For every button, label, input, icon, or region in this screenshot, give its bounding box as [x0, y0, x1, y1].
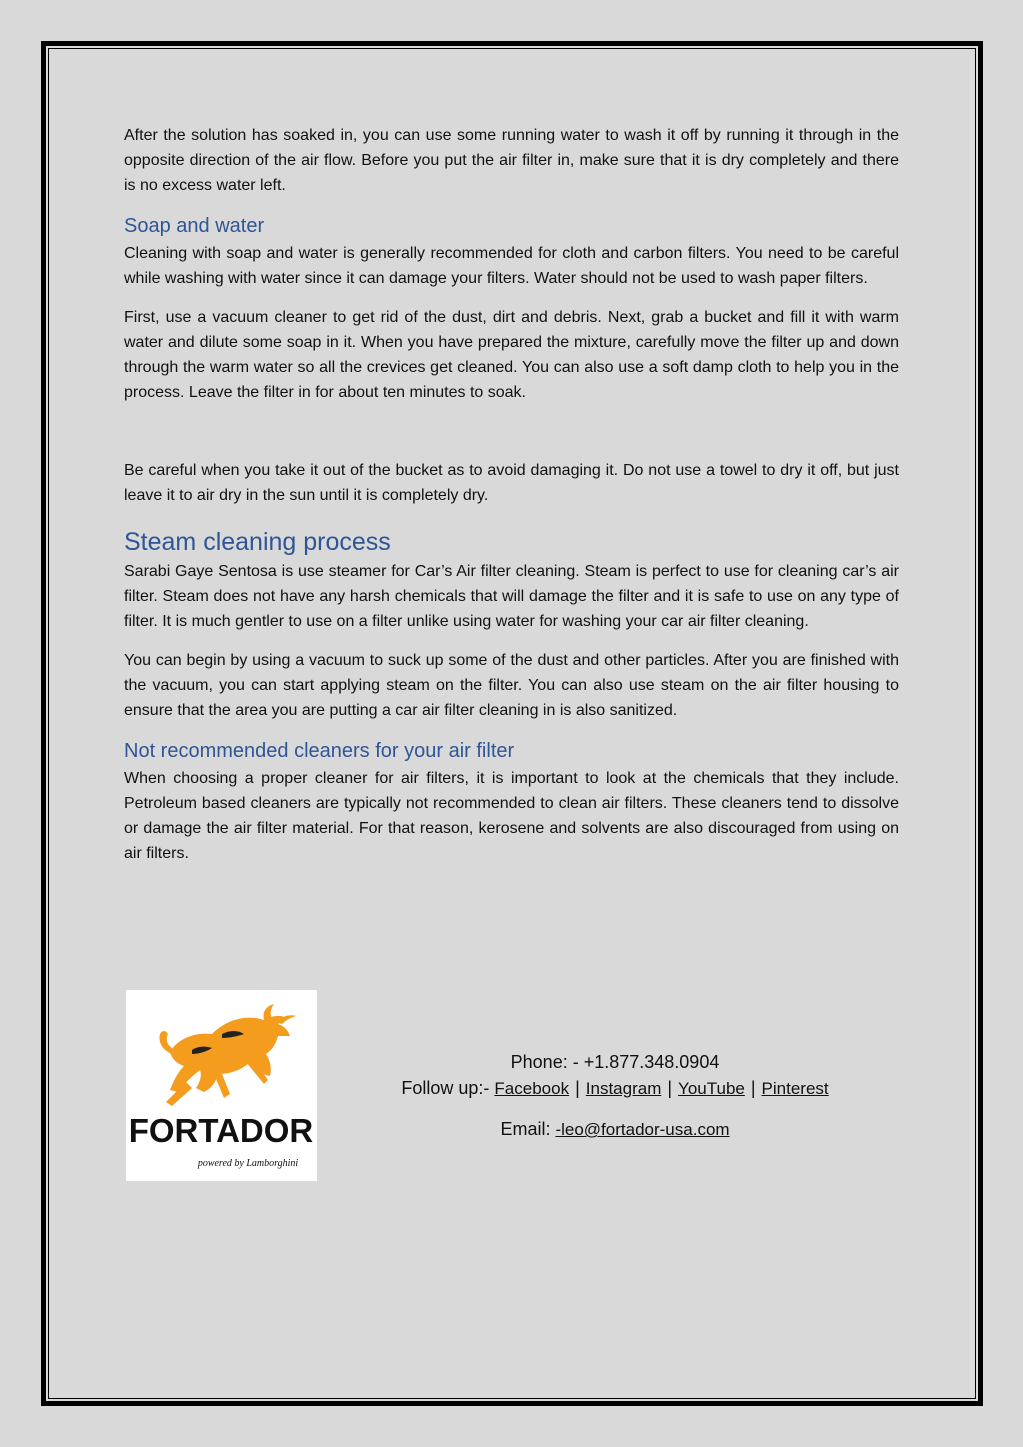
instagram-link[interactable]: Instagram: [585, 1079, 662, 1098]
document-body: [124, 123, 899, 866]
steam-cleaning-heading: Steam cleaning process: [124, 528, 391, 556]
contact-info: [330, 1049, 900, 1143]
soap-paragraph-1: Cleaning with soap and water is generally recommended for cloth and carbon filters. You need to be careful while washing with water since it can damage your filters. Water should not be used to wash paper filters.: [124, 245, 899, 287]
logo-brand-text: FORTADOR: [128, 1112, 314, 1149]
email-label: Email:: [500, 1119, 556, 1139]
email-link[interactable]: -leo@fortador-usa.com: [555, 1120, 730, 1139]
soap-and-water-heading: Soap and water: [124, 215, 265, 237]
pinterest-link[interactable]: Pinterest: [761, 1079, 829, 1098]
follow-row: [330, 1075, 900, 1102]
steam-paragraph-2: You can begin by using a vacuum to suck up some of the dust and other particles. After you are finished with the vacuum, you can start applying steam on the filter. You can also use steam on the air filter housing to ensure that the area you are putting a car air filter cleaning in is also sanitized.: [124, 652, 899, 719]
link-separator: |: [575, 1078, 580, 1098]
soap-paragraph-3: Be careful when you take it out of the bucket as to avoid damaging it. Do not use a towel to dry it off, but just leave it to air dry in the sun until it is completely dry.: [124, 462, 899, 504]
youtube-link[interactable]: YouTube: [678, 1079, 745, 1098]
charging-bull-icon: [126, 990, 317, 1181]
steam-paragraph-1: Sarabi Gaye Sentosa is use steamer for Car’s Air filter cleaning. Steam is perfect to use for cleaning car’s air filter. Steam does not have any harsh chemicals that will damage the filter and it is safe to use on any type of filter. It is much gentler to use on a filter unlike using water for washing your car air filter cleaning.: [124, 563, 899, 630]
facebook-link[interactable]: Facebook: [494, 1079, 570, 1098]
link-separator: |: [750, 1078, 756, 1098]
follow-label: Follow up:-: [401, 1078, 495, 1098]
fortador-logo: [126, 990, 317, 1181]
not-recommended-heading: Not recommended cleaners for your air filter: [124, 740, 515, 762]
not-recommended-paragraph: When choosing a proper cleaner for air filters, it is important to look at the chemicals that they include. Petroleum based cleaners are typically not recommended to clean air filters. These cleaners tend to dissolve or damage the air filter material. For that reason, kerosene and solvents are also discouraged from using on air filters.: [124, 770, 899, 862]
logo-tagline-text: powered by Lamborghini: [197, 1158, 299, 1169]
email-row: [330, 1116, 900, 1143]
intro-paragraph: After the solution has soaked in, you can use some running water to wash it off by running it through in the opposite direction of the air flow. Before you put the air filter in, make sure that it is dry completely and there is no excess water left.: [124, 127, 899, 194]
phone-number: Phone: - +1.877.348.0904: [510, 1052, 720, 1072]
soap-paragraph-2: First, use a vacuum cleaner to get rid of the dust, dirt and debris. Next, grab a bucket and fill it with warm water and dilute some soap in it. When you have prepared the mixture, carefully move the filter up and down through the warm water so all the crevices get cleaned. You can also use a soft damp cloth to help you in the process. Leave the filter in for about ten minutes to soak.: [124, 309, 899, 401]
link-separator: |: [667, 1078, 673, 1098]
